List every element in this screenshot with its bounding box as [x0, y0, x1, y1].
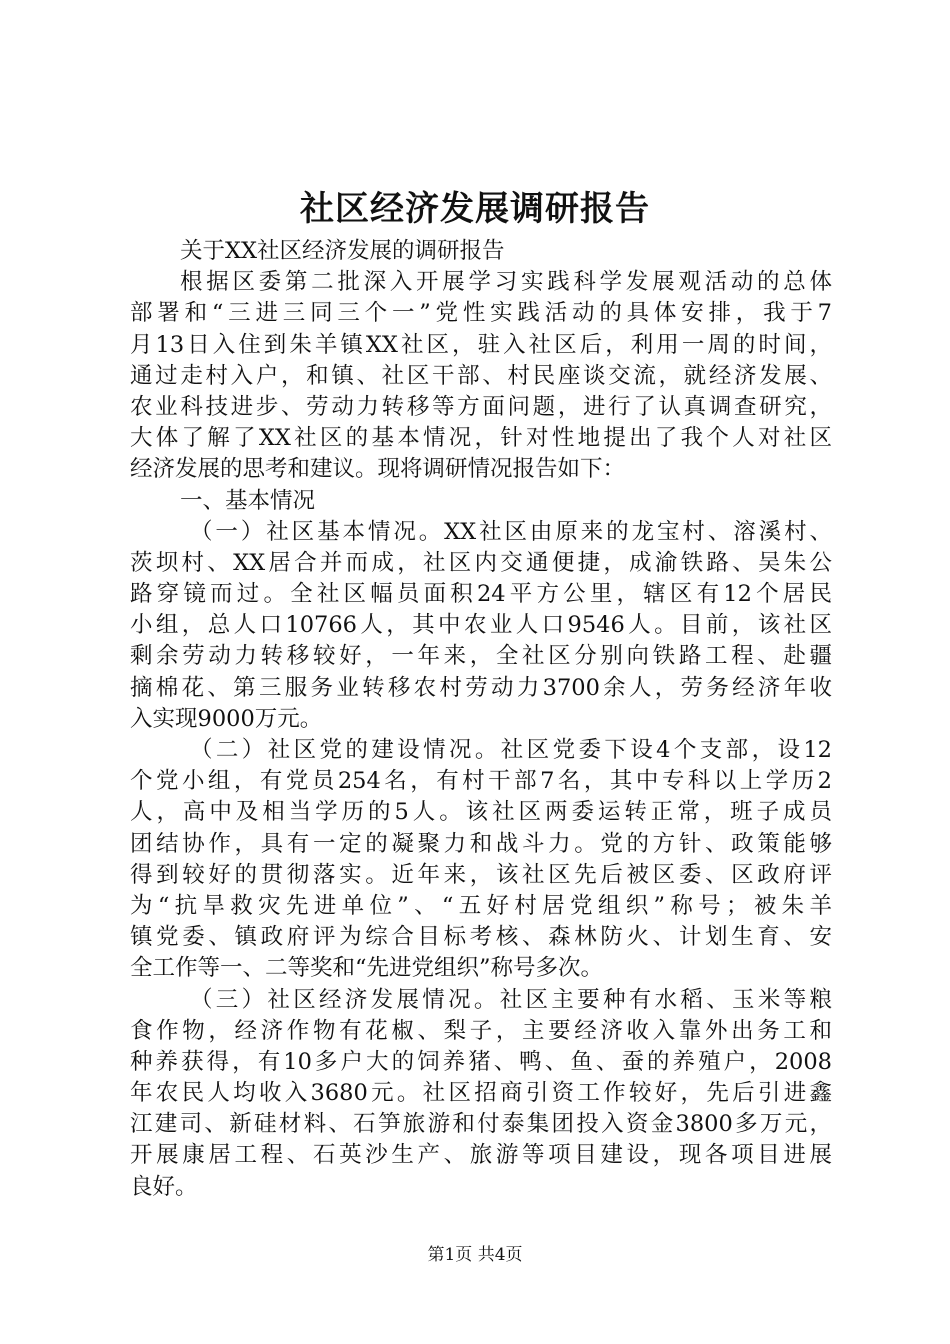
text-line: 一、基本情况 [180, 487, 316, 514]
text-line: 小组，总人口10766人，其中农业人口9546人。目前，该社区 [130, 612, 832, 639]
document-body [130, 236, 832, 1203]
text-line: （三）社区经济发展情况。社区主要种有水稻、玉米等粮 [190, 986, 832, 1013]
text-line: 个党小组，有党员254名，有村干部7名，其中专科以上学历2 [130, 768, 832, 795]
text-line: 关于XX社区经济发展的调研报告 [180, 238, 505, 264]
text-line: 镇党委、镇政府评为综合目标考核、森林防火、计划生育、安 [130, 924, 832, 951]
text-line: 月13日入住到朱羊镇XX社区，驻入社区后，利用一周的时间， [130, 331, 832, 358]
text-line: （一）社区基本情况。XX社区由原来的龙宝村、溶溪村、 [190, 518, 832, 545]
text-line: 人，高中及相当学历的5人。该社区两委运转正常，班子成员 [130, 799, 832, 826]
text-line: 部署和“三进三同三个一”党性实践活动的具体安排，我于7 [130, 300, 832, 327]
text-line: 良好。 [130, 1173, 198, 1200]
text-line: 年农民人均收入3680元。社区招商引资工作较好，先后引进鑫 [130, 1080, 832, 1107]
text-line: 茨坝村、XX居合并而成，社区内交通便捷，成渝铁路、吴朱公 [130, 549, 832, 576]
text-line: 为“抗旱救灾先进单位”、“五好村居党组织”称号；被朱羊 [130, 892, 832, 919]
text-line: 食作物，经济作物有花椒、梨子，主要经济收入靠外出务工和 [130, 1017, 832, 1044]
text-line: 入实现9000万元。 [130, 705, 323, 732]
text-line: 团结协作，具有一定的凝聚力和战斗力。党的方针、政策能够 [130, 830, 832, 857]
text-line: 开展康居工程、石英沙生产、旅游等项目建设，现各项目进展 [130, 1142, 832, 1169]
text-line: 农业科技进步、劳动力转移等方面问题，进行了认真调查研究， [130, 393, 832, 420]
text-line: 全工作等一、二等奖和“先进党组织”称号多次。 [130, 955, 604, 982]
text-line: （二）社区党的建设情况。社区党委下设4个支部，设12 [190, 737, 832, 763]
text-line: 大体了解了XX社区的基本情况，针对性地提出了我个人对社区 [130, 425, 832, 452]
text-line: 江建司、新硅材料、石笋旅游和付泰集团投入资金3800多万元， [130, 1111, 832, 1138]
document-title: 社区经济发展调研报告 [300, 189, 650, 229]
text-line: 摘棉花、第三服务业转移农村劳动力3700余人，劳务经济年收 [130, 674, 832, 701]
text-line: 根据区委第二批深入开展学习实践科学发展观活动的总体 [180, 269, 832, 296]
text-line: 得到较好的贯彻落实。近年来，该社区先后被区委、区政府评 [130, 861, 832, 888]
text-line: 路穿镜而过。全社区幅员面积24平方公里，辖区有12个居民 [130, 581, 832, 608]
text-line: 种养获得，有10多户大的饲养猪、鸭、鱼、蚕的养殖户，2008 [130, 1048, 832, 1075]
text-line: 通过走村入户，和镇、社区干部、村民座谈交流，就经济发展、 [130, 362, 832, 389]
text-line: 经济发展的思考和建议。现将调研情况报告如下： [130, 456, 626, 483]
text-line: 剩余劳动力转移较好，一年来，全社区分别向铁路工程、赴疆 [130, 643, 832, 670]
page-footer: 第1页 共4页 [427, 1245, 523, 1265]
